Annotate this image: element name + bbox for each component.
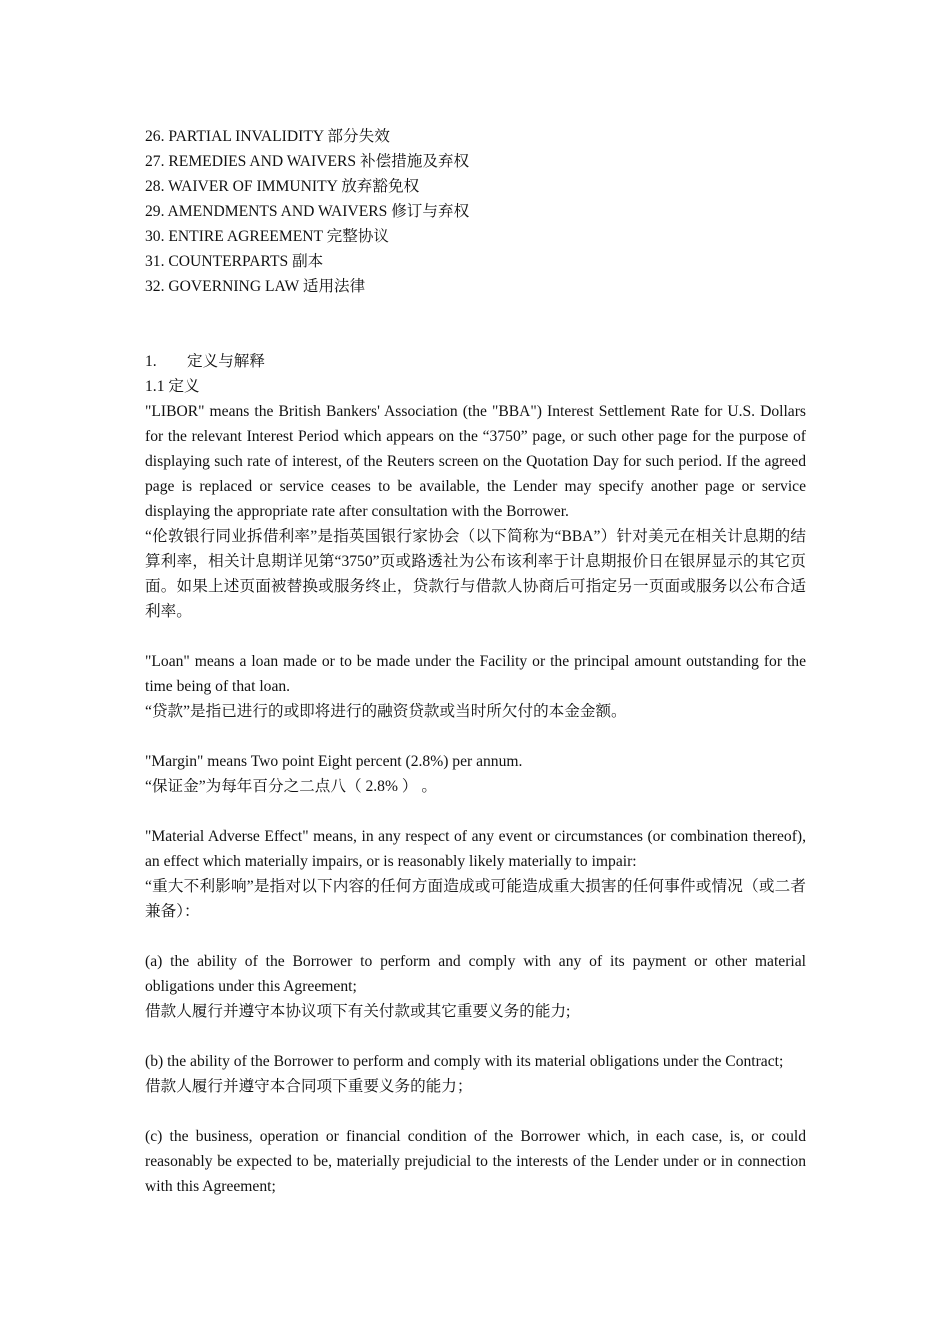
toc-item[interactable]: 28. WAIVER OF IMMUNITY 放弃豁免权 xyxy=(145,178,420,195)
spacer xyxy=(145,299,806,349)
section-title: 定义与解释 xyxy=(187,353,265,370)
mae-definition-en: "Material Adverse Effect" means, in any respect of any event or circumstances (or combination thereof), an effect which materially impairs, or is reasonably likely materially to impair: xyxy=(145,828,806,870)
loan-definition-en: "Loan" means a loan made or to be made under the Facility or the principal amount outstanding for the time being of that loan. xyxy=(145,653,806,695)
mae-definition-cn: “重大不利影响”是指对以下内容的任何方面造成或可能造成重大损害的任何事件或情况（或二者兼备）： xyxy=(145,878,806,920)
section-number: 1. xyxy=(145,353,157,370)
toc-item[interactable]: 29. AMENDMENTS AND WAIVERS 修订与弃权 xyxy=(145,203,470,220)
margin-definition-cn: “保证金”为每年百分之二点八（ 2.8% ） 。 xyxy=(145,778,437,795)
blank-line xyxy=(145,624,806,649)
blank-line xyxy=(145,724,806,749)
toc-item[interactable]: 26. PARTIAL INVALIDITY 部分失效 xyxy=(145,128,390,145)
document-page xyxy=(145,124,806,1199)
table-of-contents xyxy=(145,124,806,299)
mae-clause-b-en: (b) the ability of the Borrower to perform and comply with its material obligations under the Contract; xyxy=(145,1053,784,1070)
blank-line xyxy=(145,1024,806,1049)
toc-item[interactable]: 32. GOVERNING LAW 适用法律 xyxy=(145,278,366,295)
mae-clause-c-en: (c) the business, operation or financial condition of the Borrower which, in each case, is, or could reasonably be expected to be, materially prejudicial to the interests of the Lender under or in connection with this Agreement; xyxy=(145,1128,806,1195)
subsection-heading: 1.1 定义 xyxy=(145,378,200,395)
mae-clause-b-cn: 借款人履行并遵守本合同项下重要义务的能力； xyxy=(145,1078,473,1095)
blank-line xyxy=(145,799,806,824)
toc-item[interactable]: 31. COUNTERPARTS 副本 xyxy=(145,253,324,270)
loan-definition-cn: “贷款”是指已进行的或即将进行的融资贷款或当时所欠付的本金金额。 xyxy=(145,703,627,720)
section-heading xyxy=(145,349,806,374)
libor-definition-en: "LIBOR" means the British Bankers' Association (the "BBA") Interest Settlement Rate for U.S. Dollars for the relevant Interest Period which appears on the “3750” page, or such other page for the purpose of displaying such rate of interest, of the Reuters screen on the Quotation Day for such period. If the agreed page is replaced or service ceases to be available, the Lender may specify another page or service displaying the appropriate rate after consultation with the Borrower. xyxy=(145,403,806,520)
blank-line xyxy=(145,924,806,949)
libor-definition-cn: “伦敦银行同业拆借利率”是指英国银行家协会（以下简称为“BBA”）针对美元在相关计息期的结算利率，相关计息期详见第“3750”页或路透社为公布该利率于计息期报价日在银屏显示的其它页面。如果上述页面被替换或服务终止，贷款行与借款人协商后可指定另一页面或服务以公布合适利率。 xyxy=(145,528,806,620)
blank-line xyxy=(145,1099,806,1124)
toc-item[interactable]: 27. REMEDIES AND WAIVERS 补偿措施及弃权 xyxy=(145,153,470,170)
mae-clause-a-en: (a) the ability of the Borrower to perform and comply with any of its payment or other material obligations under this Agreement; xyxy=(145,953,806,995)
mae-clause-a-cn: 借款人履行并遵守本协议项下有关付款或其它重要义务的能力; xyxy=(145,1003,571,1020)
margin-definition-en: "Margin" means Two point Eight percent (2.8%) per annum. xyxy=(145,753,523,770)
toc-item[interactable]: 30. ENTIRE AGREEMENT 完整协议 xyxy=(145,228,390,245)
